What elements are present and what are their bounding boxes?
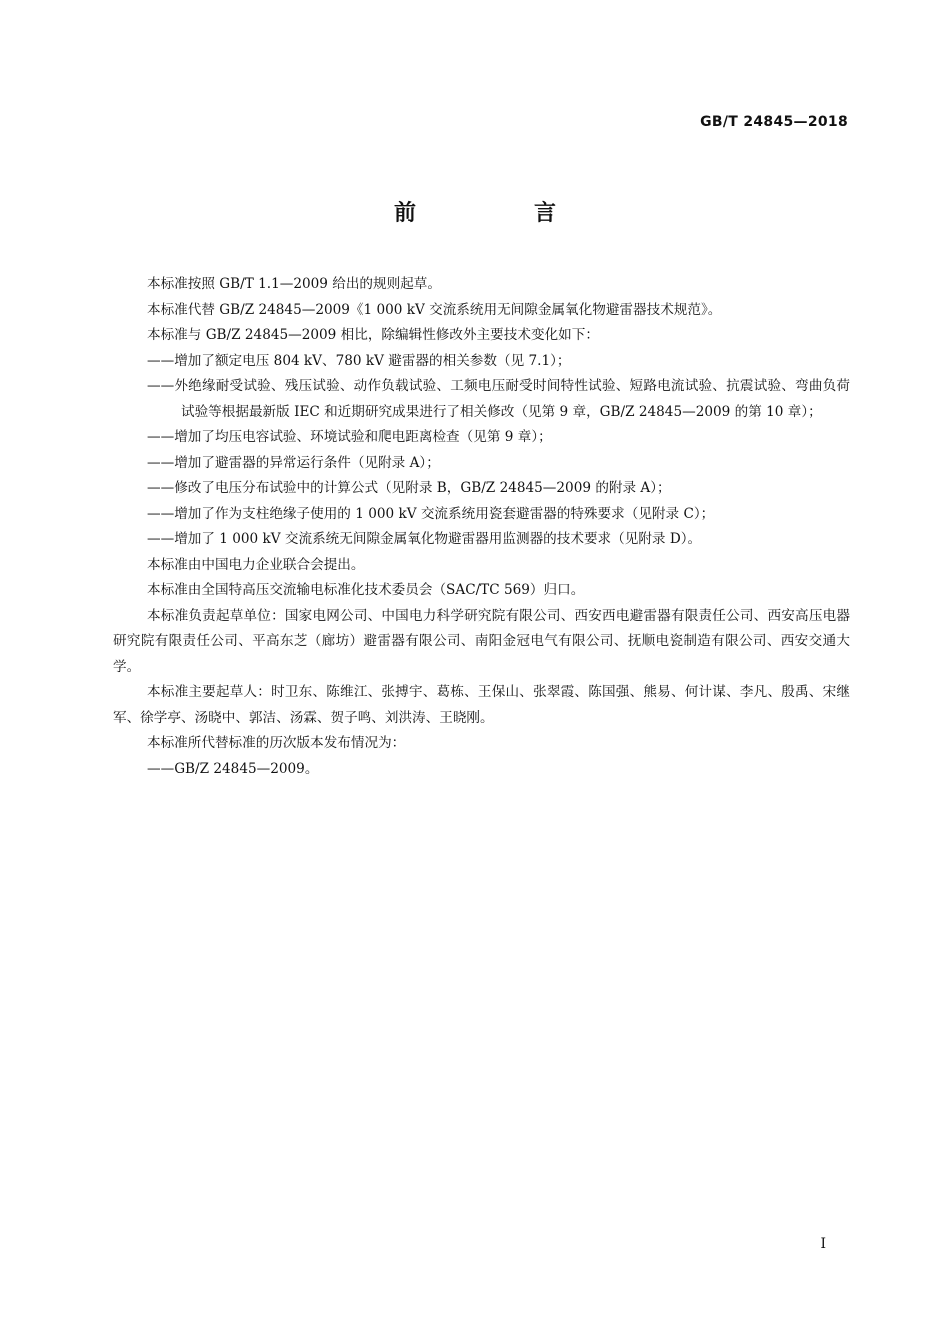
change-item: ——增加了额定电压 804 kV、780 kV 避雷器的相关参数（见 7.1）；	[147, 352, 571, 369]
header-standard-code: GB/T 24845—2018	[700, 114, 848, 130]
history-item: ——GB/Z 24845—2009。	[147, 760, 319, 777]
change-item: ——增加了均压电容试验、环境试验和爬电距离检查（见第 9 章）；	[147, 429, 552, 445]
change-item: ——增加了作为支柱绝缘子使用的 1 000 kV 交流系统用瓷套避雷器的特殊要求（见附录 C）；	[147, 505, 715, 522]
paragraph-changes-intro: 本标准与 GB/Z 24845—2009 相比，除编辑性修改外主要技术变化如下：	[147, 327, 599, 343]
paragraph-drafting-units: 本标准负责起草单位：国家电网公司、中国电力科学研究院有限公司、西安西电避雷器有限责任公司、西安高压电器研究院有限责任公司、平高东芝（廊坊）避雷器有限公司、南阳金冠电气有限公司、抚顺电瓷制造有限公司、西安交通大学。	[113, 607, 850, 675]
paragraph-proposer: 本标准由中国电力企业联合会提出。	[147, 556, 365, 573]
change-item: ——修改了电压分布试验中的计算公式（见附录 B，GB/Z 24845—2009 的附录 A）；	[147, 480, 671, 496]
document-body	[113, 272, 850, 782]
change-item: ——外绝缘耐受试验、残压试验、动作负载试验、工频电压耐受时间特性试验、短路电流试验、抗震试验、弯曲负荷试验等根据最新版 IEC 和近期研究成果进行了相关修改（见第 9 章，GB/Z 24845—2009 的第 10 章）；	[147, 378, 850, 420]
paragraph-history-intro: 本标准所代替标准的历次版本发布情况为：	[147, 735, 406, 751]
paragraph-drafters: 本标准主要起草人：时卫东、陈维江、张搏宇、葛栋、王保山、张翠霞、陈国强、熊易、何计谋、李凡、殷禹、宋继军、徐学亭、汤晓中、郭洁、汤霖、贺子鸣、刘洪涛、王晓刚。	[113, 684, 850, 726]
page-title: 前 言	[393, 201, 604, 226]
change-item: ——增加了避雷器的异常运行条件（见附录 A）；	[147, 454, 440, 471]
change-item: ——增加了 1 000 kV 交流系统无间隙金属氧化物避雷器用监测器的技术要求（见附录 D）。	[147, 531, 702, 547]
paragraph-replaces: 本标准代替 GB/Z 24845—2009《1 000 kV 交流系统用无间隙金属氧化物避雷器技术规范》。	[147, 301, 722, 318]
paragraph-committee: 本标准由全国特高压交流输电标准化技术委员会（SAC/TC 569）归口。	[147, 582, 585, 598]
page-number: I	[820, 1236, 826, 1252]
paragraph-drafting-rules: 本标准按照 GB/T 1.1—2009 给出的规则起草。	[147, 276, 441, 292]
